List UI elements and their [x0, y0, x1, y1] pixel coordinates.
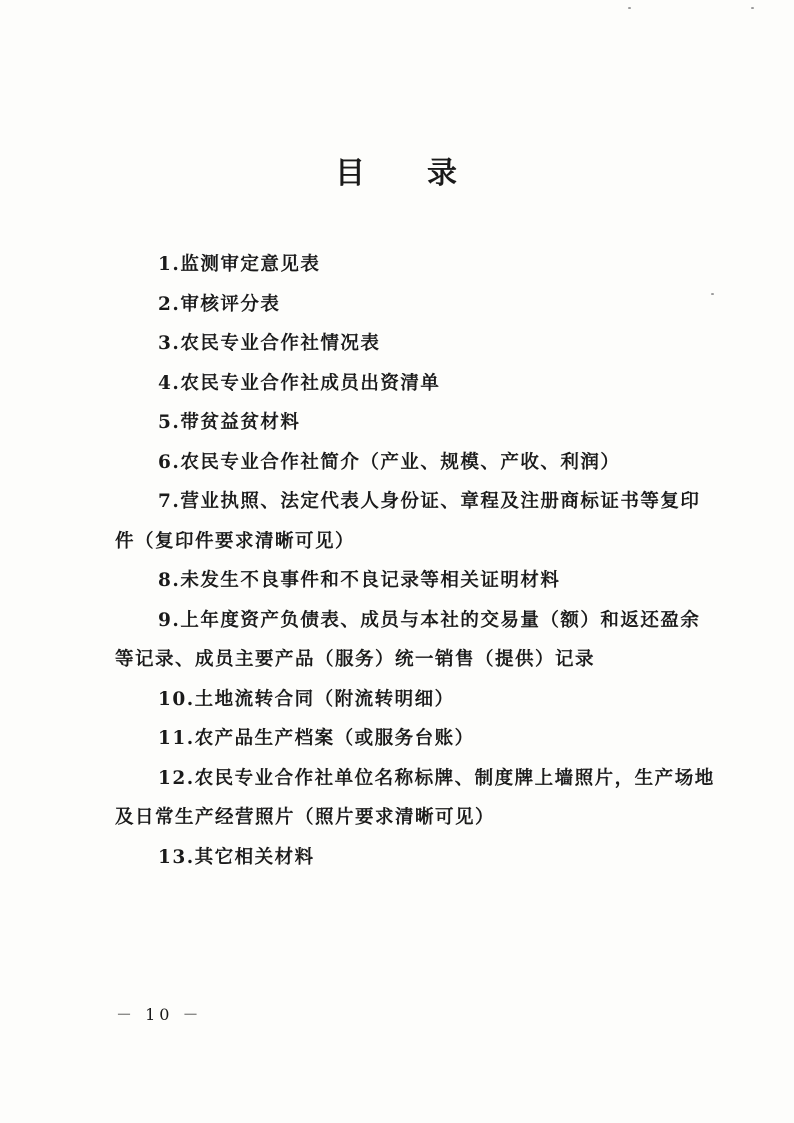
- toc-item: 11.农产品生产档案（或服务台账）: [158, 728, 475, 749]
- toc-item: 6.农民专业合作社简介（产业、规模、产收、利润）: [158, 451, 621, 473]
- toc-item: 9.上年度资产负债表、成员与本社的交易量（额）和返还盈余等记录、成员主要产品（服务）统一销售（提供）记录: [115, 609, 701, 670]
- table-of-contents: [115, 245, 715, 877]
- toc-item: 8.未发生不良事件和不良记录等相关证明材料: [158, 570, 561, 591]
- toc-item: 5.带贫益贫材料: [158, 412, 301, 433]
- toc-item: 7.营业执照、法定代表人身份证、章程及注册商标证书等复印件（复印件要求清晰可见）: [115, 491, 701, 552]
- scan-speck: [628, 7, 631, 9]
- toc-item: 2.审核评分表: [158, 293, 281, 315]
- toc-item: 10.土地流转合同（附流转明细）: [158, 688, 455, 710]
- toc-item: 3.农民专业合作社情况表: [158, 333, 381, 354]
- toc-item: 12.农民专业合作社单位名称标牌、制度牌上墙照片，生产场地及日常生产经营照片（照片要求清晰可见）: [115, 767, 715, 828]
- title-char-2: 录: [427, 156, 459, 191]
- toc-item: 13.其它相关材料: [158, 846, 315, 868]
- page-number: － 10 －: [116, 1005, 203, 1024]
- page-title: [0, 148, 794, 192]
- scan-speck: [711, 293, 714, 295]
- toc-item: 4.农民专业合作社成员出资清单: [158, 372, 441, 394]
- scan-speck: [751, 7, 754, 9]
- title-char-1: 目: [335, 156, 367, 191]
- toc-item: 1.监测审定意见表: [158, 254, 321, 275]
